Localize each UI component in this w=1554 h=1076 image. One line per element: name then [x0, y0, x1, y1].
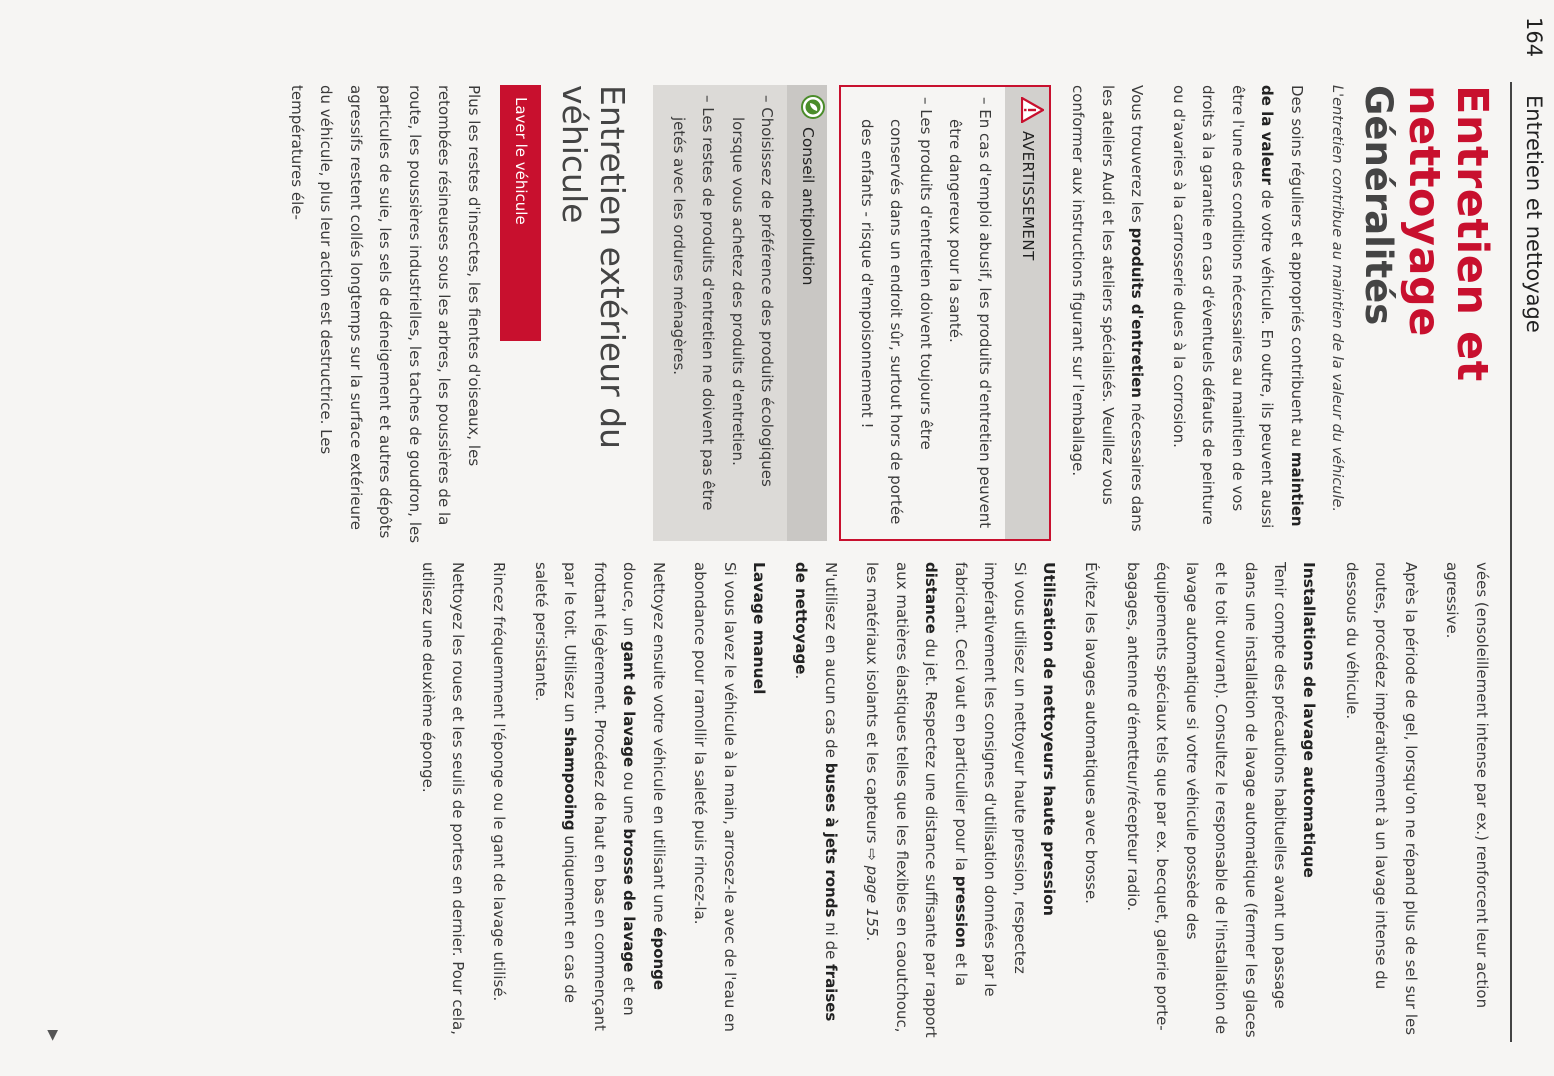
warning-header	[1005, 87, 1049, 539]
continue-arrow-icon: ▶	[45, 1030, 61, 1041]
paragraph: Si vous utilisez un nettoyeur haute pression, respectez impérativement les consignes d'utilisation données par le fabricant. Ceci vaut en particulier pour la pression et la distance du jet. Respectez une distance suffisante par rapport aux matières élastiques telles que les flexibles en caoutchouc, les matériaux isolants et les capteurs ⇨ page 155.	[863, 562, 1029, 1038]
eco-tip-box	[654, 85, 828, 541]
subsection-tab: Laver le véhicule	[500, 85, 542, 341]
paragraph: Plus les restes d'insectes, les fientes d'oiseaux, les retombées résineuses sous les arbres, les poussières de la route, les poussières industrielles, les taches de goudron, les particules de suie, les sels de déneigement et autres dépôts agressifs restent collés longtemps sur la surface extérieure du véhicule, plus leur action est destructrice. Les températures éle-	[288, 85, 483, 544]
paragraph: Nettoyez les roues et les seuils de portes en dernier. Pour cela, utilisez une deuxième éponge.	[419, 562, 467, 1035]
warning-item: – Les produits d'entretien doivent toujours être conservés dans un endroit sûr, surtout hors de portée des enfants - risque d'empoisonnement !	[858, 97, 935, 525]
paragraph: Rincez fréquemment l'éponge ou le gant de lavage utilisé.	[490, 562, 509, 1002]
environment-leaf-icon	[790, 95, 825, 119]
paragraph: Évitez les lavages automatiques avec brosse.	[1082, 562, 1101, 904]
warning-box	[840, 85, 1052, 541]
intro-text: L'entretien contribue au maintien de la valeur du véhicule.	[1329, 85, 1345, 513]
eco-item: – Les restes de produits d'entretien ne doivent pas être jetés avec les ordures ménagères.	[670, 95, 718, 511]
section-title-generalites: Généralités	[1357, 85, 1400, 326]
paragraph: N'utilisez en aucun cas de buses à jets ronds ni de fraises de nettoyage.	[792, 562, 840, 1022]
warning-title: AVERTISSEMENT	[1018, 131, 1037, 261]
paragraph: Des soins réguliers et appropriés contribuent au maintien de la valeur de votre véhicule. En outre, ils peuvent aussi être l'une des conditions nécessaires au maintien de vos droits à la garantie en cas d'éventuels défauts de peinture ou d'avaries à la carrosserie dues à la corrosion.	[1170, 85, 1306, 529]
eco-tip-header	[788, 85, 828, 541]
eco-tip-body	[654, 85, 788, 541]
running-header: Entretien et nettoyage	[1522, 95, 1546, 333]
warning-item: – En cas d'emploi abusif, les produits d'entretien peuvent être dangereux pour la santé.	[946, 97, 994, 529]
paragraph: Si vous lavez le véhicule à la main, arrosez-le avec de l'eau en abondance pour ramollir la saleté puis rincez-la.	[691, 562, 739, 1032]
paragraph: Nettoyez ensuite votre véhicule en utilisant une éponge douce, un gant de lavage ou une brosse de lavage et en frottant légèrement. Procédez de haut en bas en commençant par le toit. Utilisez un shampooing uniquement en cas de saleté persistante.	[532, 562, 668, 1031]
header-rule	[1511, 82, 1513, 1042]
paragraph: vées (ensoleillement intense par ex.) renforcent leur action agressive.	[1443, 562, 1491, 1009]
section-title-exterior: Entretien extérieur du véhicule	[555, 85, 633, 450]
paragraph: Après la période de gel, lorsqu'on ne répand plus de sel sur les routes, procédez impérativement à un lavage intense du dessous du véhicule.	[1343, 562, 1420, 1036]
warning-body	[842, 87, 1006, 539]
warning-triangle-icon	[1010, 97, 1044, 123]
column-right	[401, 562, 1496, 1042]
eco-item: – Choisissez de préférence des produits écologiques lorsque vous achetez des produits d'entretien.	[729, 95, 777, 487]
column-left	[270, 85, 1497, 545]
subheading-manual-wash: Lavage manuel	[750, 562, 768, 695]
subheading-high-pressure: Utilisation de nettoyeurs haute pression	[1040, 562, 1058, 916]
chapter-title: Entretien et nettoyage	[1399, 85, 1497, 382]
eco-tip-title: Conseil antipollution	[799, 127, 818, 286]
paragraph: Vous trouverez les produits d'entretien nécessaires dans les ateliers Audi et les ateliers spécialisés. Veuillez vous conformer aux instructions figurant sur l'emballage.	[1069, 85, 1147, 532]
subheading-automatic-wash: Installations de lavage automatique	[1300, 562, 1319, 878]
page-number: 164	[1522, 17, 1546, 58]
paragraph: Tenir compte des précautions habituelles avant un passage dans une installation de lavage automatique (fermer les glaces et le toit ouvrant). Consultez le responsable de l'installation de lavage automatique si votre véhicule possède des équipements spéciaux tels que par ex. becquet, galerie porte-bagages, antenne d'émetteur/récepteur radio.	[1124, 562, 1290, 1038]
